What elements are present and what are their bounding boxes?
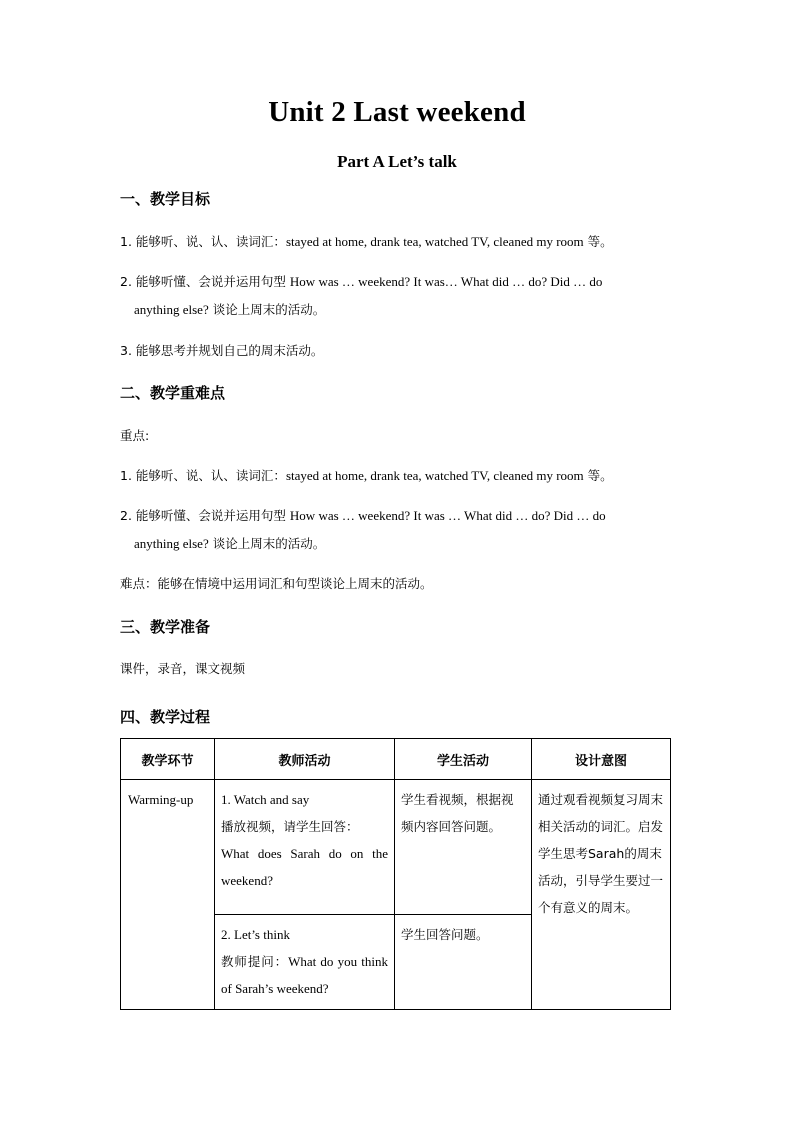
item-number: 1. (120, 234, 132, 249)
teacher-instruction: 教师提问： (221, 954, 289, 969)
section-heading-preparation: 三、教学准备 (120, 618, 211, 636)
header-stage: 教学环节 (121, 739, 215, 780)
key-label: 重点: (120, 428, 150, 443)
item-number: 2. (120, 274, 132, 289)
key-item-1 (120, 466, 613, 484)
item-text-cn: 能够听、说、认、读词汇： (135, 468, 286, 483)
teacher-question: What does Sarah do on the weekend? (221, 846, 388, 888)
teacher-question-block (221, 948, 388, 1002)
item-text-cn: 能够听、说、认、读词汇： (135, 234, 286, 249)
section-heading-key-points: 二、教学重难点 (120, 384, 226, 402)
header-intent: 设计意图 (532, 739, 671, 780)
item-text-cn: 谈论上周末的活动。 (212, 536, 326, 551)
item-text-cn: 谈论上周末的活动。 (212, 302, 326, 317)
teacher-cell (215, 780, 395, 915)
section-heading-process: 四、教学过程 (120, 708, 211, 726)
student-cell (395, 915, 532, 1010)
objective-item-2 (120, 272, 602, 290)
teacher-cell (215, 915, 395, 1010)
item-text-en: How was … weekend? It was … What did … do? Did … do (289, 508, 606, 523)
teacher-instruction: 播放视频，请学生回答： (221, 819, 359, 834)
item-tail: 等。 (587, 234, 613, 249)
header-teacher: 教师活动 (215, 739, 395, 780)
stage-label: Warming-up (128, 792, 194, 807)
item-text-en: anything else? (134, 302, 209, 317)
item-number: 3. (120, 343, 132, 358)
key-item-2 (120, 506, 606, 524)
difficulty-text: 难点：能够在情境中运用词汇和句型谈论上周末的活动。 (120, 576, 433, 591)
item-number: 2. (120, 508, 132, 523)
item-text-en: stayed at home, drank tea, watched TV, cleaned my room (285, 468, 584, 483)
objective-item-3 (120, 341, 323, 359)
section-heading-objectives: 一、教学目标 (120, 190, 211, 208)
objective-item-2-cont (134, 300, 325, 318)
student-activity: 学生回答问题。 (401, 927, 489, 942)
design-intent: 通过观看视频复习周末相关活动的词汇。启发学生思考Sarah的周末活动，引导学生要过一个有意义的周末。 (538, 792, 664, 915)
item-text-cn: 能够听懂、会说并运用句型 (135, 274, 286, 289)
item-text-cn: 能够听懂、会说并运用句型 (135, 508, 286, 523)
item-text-en: How was … weekend? It was… What did … do? Did … do (289, 274, 603, 289)
table-row (121, 780, 671, 915)
teacher-question: What do you think of Sarah’s weekend? (221, 954, 388, 996)
student-cell (395, 780, 532, 915)
page-title: Unit 2 Last weekend (268, 96, 526, 128)
item-number: 1. (120, 468, 132, 483)
student-activity: 学生看视频，根据视频内容回答问题。 (401, 792, 514, 834)
stage-cell (121, 780, 215, 1010)
page-subtitle: Part A Let’s talk (337, 152, 457, 171)
step-title: 2. Let’s think (221, 927, 290, 942)
preparation-text: 课件，录音，课文视频 (120, 661, 246, 676)
process-table (120, 738, 671, 1010)
key-item-2-cont (134, 534, 325, 552)
item-text-cn: 能够思考并规划自己的周末活动。 (135, 343, 324, 358)
header-student: 学生活动 (395, 739, 532, 780)
table-header-row (121, 739, 671, 780)
intent-cell (532, 780, 671, 1010)
item-text-en: anything else? (134, 536, 209, 551)
step-title: 1. Watch and say (221, 792, 310, 807)
item-tail: 等。 (587, 468, 613, 483)
objective-item-1 (120, 232, 613, 250)
item-text-en: stayed at home, drank tea, watched TV, cleaned my room (285, 234, 584, 249)
